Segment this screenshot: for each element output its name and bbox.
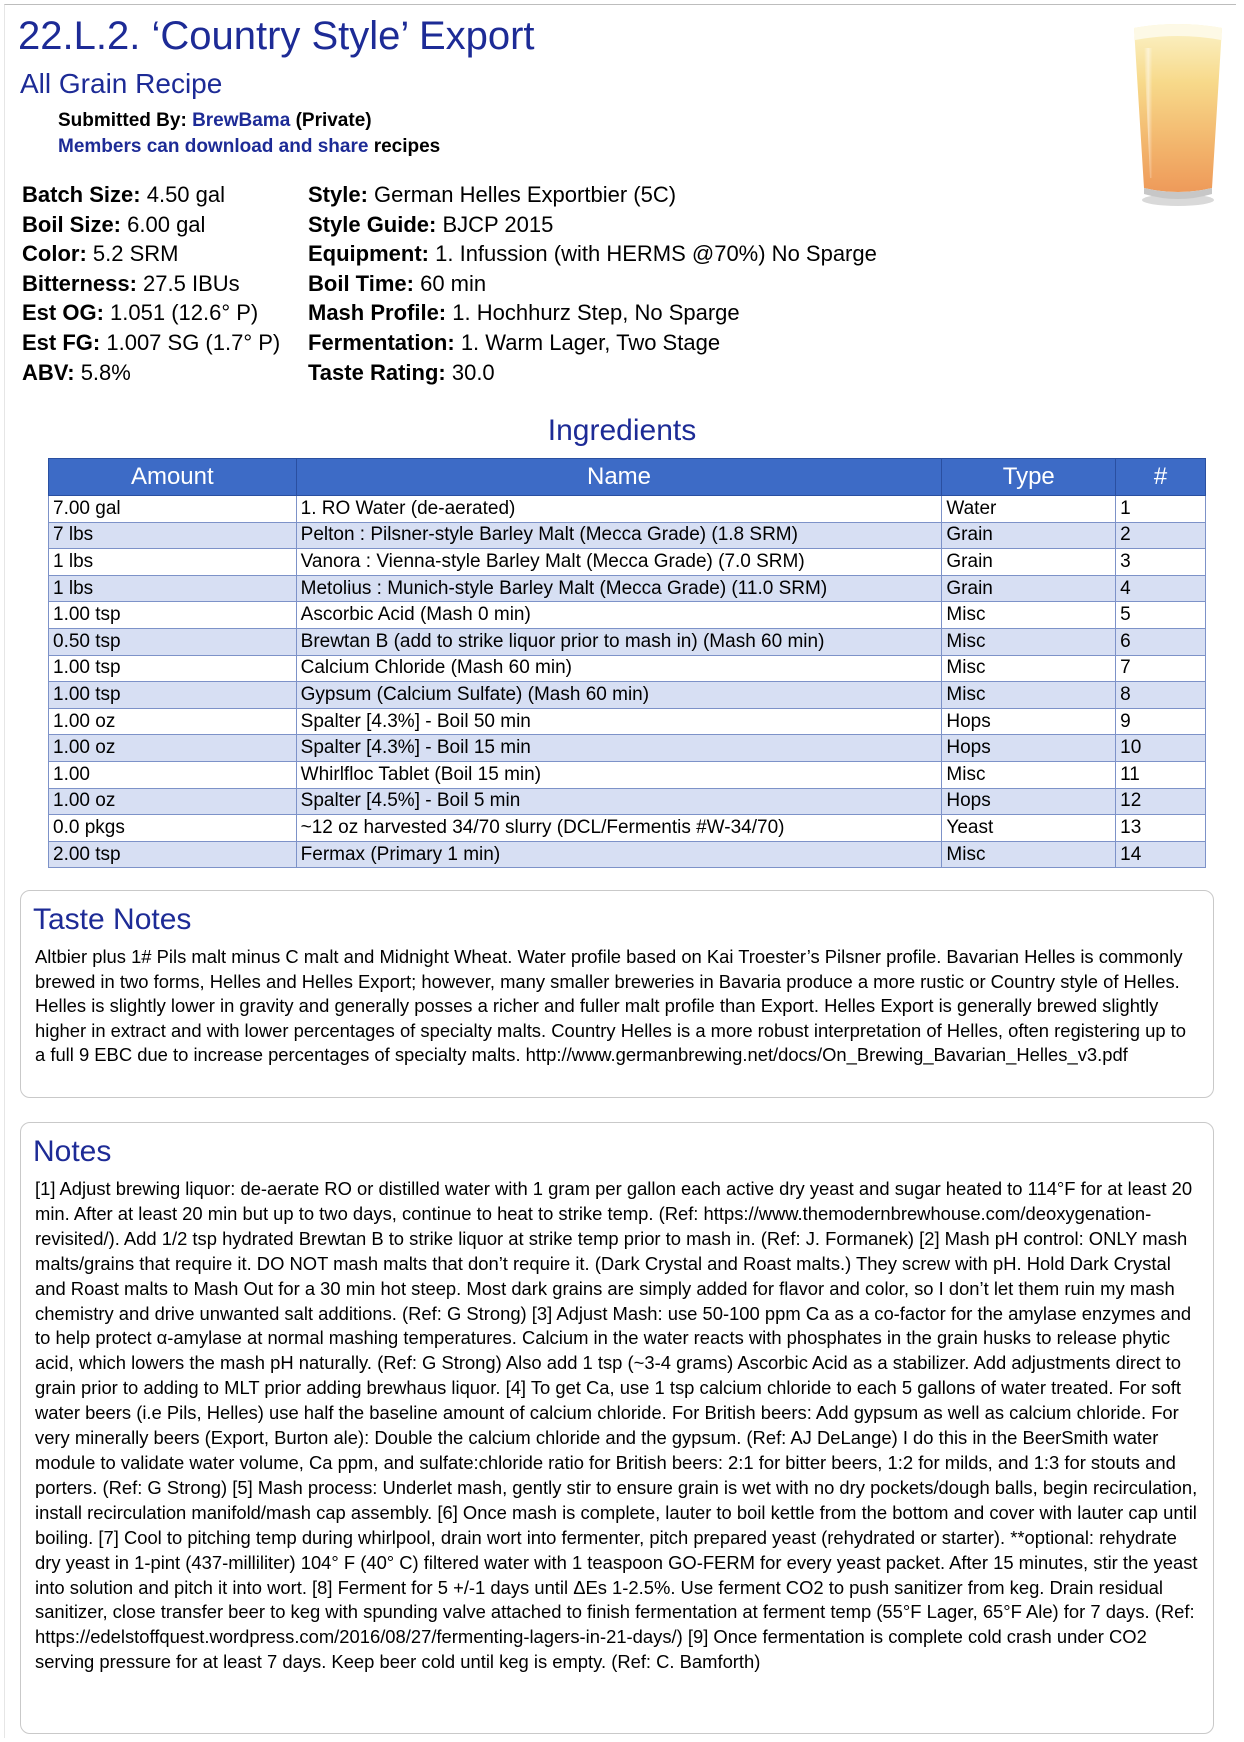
stat-mash-profile: Mash Profile: 1. Hochhurz Step, No Sparge bbox=[308, 300, 740, 326]
taste-notes-title: Taste Notes bbox=[33, 903, 192, 936]
taste-notes-text: Altbier plus 1# Pils malt minus C malt and Midnight Wheat. Water profile based on Kai Troester’s Pilsner profile. Bavarian Helles is commonly brewed in two forms, Helles and Helles Export; however, many smaller breweries in Bavaria produce a more rustic or Country style of Helles. Helles is slightly lower in gravity and generally posses a richer and fuller malt profile than Export. Helles Export is generally brewed slightly higher in extract and with lower percentages of specialty malts. Country Helles is a more robust interpretation of Helles, often registering up to a full 9 EBC due to increase percentages of specialty malts. http://www.germanbrewing.net/docs/On_Brewing_Bavarian_Helles_v3.pdf bbox=[35, 946, 1187, 1066]
stats-right bbox=[308, 180, 877, 387]
table-row bbox=[49, 575, 1206, 602]
ingredient-type: Grain bbox=[942, 575, 1116, 602]
table-row bbox=[49, 628, 1206, 655]
ingredient-number: 10 bbox=[1116, 735, 1206, 762]
ingredient-amount: 1.00 bbox=[49, 761, 297, 788]
column-header-amount: Amount bbox=[49, 459, 297, 496]
ingredient-name: Fermax (Primary 1 min) bbox=[296, 841, 942, 868]
ingredient-type: Misc bbox=[942, 602, 1116, 629]
table-header-row bbox=[49, 459, 1206, 496]
ingredient-amount: 1.00 tsp bbox=[49, 655, 297, 682]
ingredient-number: 6 bbox=[1116, 628, 1206, 655]
stats-left bbox=[22, 180, 280, 387]
ingredient-number: 12 bbox=[1116, 788, 1206, 815]
ingredient-name: ~12 oz harvested 34/70 slurry (DCL/Fermentis #W-34/70) bbox=[296, 815, 942, 842]
table-row bbox=[49, 682, 1206, 709]
beer-glass-icon bbox=[1128, 18, 1228, 218]
ingredient-name: 1. RO Water (de-aerated) bbox=[296, 496, 942, 523]
members-suffix: recipes bbox=[373, 136, 441, 157]
table-row bbox=[49, 841, 1206, 868]
ingredient-name: Pelton : Pilsner-style Barley Malt (Mecca Grade) (1.8 SRM) bbox=[296, 522, 942, 549]
stat-fermentation: Fermentation: 1. Warm Lager, Two Stage bbox=[308, 329, 721, 355]
members-link[interactable]: Members can download and share bbox=[58, 136, 369, 157]
ingredients-table bbox=[48, 458, 1206, 868]
ingredient-name: Spalter [4.5%] - Boil 5 min bbox=[296, 788, 942, 815]
ingredient-type: Misc bbox=[942, 841, 1116, 868]
stat-boil-time: Boil Time: 60 min bbox=[308, 270, 487, 296]
stat-abv: ABV: 5.8% bbox=[22, 359, 131, 385]
ingredient-amount: 1.00 oz bbox=[49, 788, 297, 815]
ingredient-amount: 0.0 pkgs bbox=[49, 815, 297, 842]
privacy-label: (Private) bbox=[295, 110, 372, 131]
table-row bbox=[49, 788, 1206, 815]
ingredient-amount: 7 lbs bbox=[49, 522, 297, 549]
ingredient-number: 1 bbox=[1116, 496, 1206, 523]
ingredient-number: 13 bbox=[1116, 815, 1206, 842]
taste-notes-panel bbox=[20, 890, 1214, 1098]
ingredients-title: Ingredients bbox=[547, 414, 697, 447]
ingredient-name: Gypsum (Calcium Sulfate) (Mash 60 min) bbox=[296, 682, 942, 709]
ingredient-type: Misc bbox=[942, 761, 1116, 788]
stat-color: Color: 5.2 SRM bbox=[22, 241, 179, 267]
ingredient-number: 5 bbox=[1116, 602, 1206, 629]
ingredient-amount: 1 lbs bbox=[49, 549, 297, 576]
notes-title: Notes bbox=[33, 1135, 112, 1168]
submitted-label: Submitted By: bbox=[58, 110, 187, 131]
ingredient-amount: 2.00 tsp bbox=[49, 841, 297, 868]
ingredient-name: Spalter [4.3%] - Boil 50 min bbox=[296, 708, 942, 735]
ingredient-name: Ascorbic Acid (Mash 0 min) bbox=[296, 602, 942, 629]
stat-equipment: Equipment: 1. Infussion (with HERMS @70%) No Sparge bbox=[308, 241, 877, 267]
ingredient-type: Hops bbox=[942, 708, 1116, 735]
stat-style-guide: Style Guide: BJCP 2015 bbox=[308, 211, 554, 237]
ingredient-number: 11 bbox=[1116, 761, 1206, 788]
table-row bbox=[49, 522, 1206, 549]
ingredient-type: Grain bbox=[942, 549, 1116, 576]
ingredient-type: Misc bbox=[942, 655, 1116, 682]
submitter-link[interactable]: BrewBama bbox=[192, 110, 291, 131]
table-row bbox=[49, 602, 1206, 629]
ingredient-amount: 1.00 oz bbox=[49, 735, 297, 762]
submitted-by bbox=[58, 110, 372, 132]
stat-taste-rating: Taste Rating: 30.0 bbox=[308, 359, 495, 385]
ingredient-name: Spalter [4.3%] - Boil 15 min bbox=[296, 735, 942, 762]
table-row bbox=[49, 708, 1206, 735]
ingredient-number: 3 bbox=[1116, 549, 1206, 576]
page-title: 22.L.2. ‘Country Style’ Export bbox=[18, 14, 535, 58]
table-row bbox=[49, 496, 1206, 523]
ingredient-name: Brewtan B (add to strike liquor prior to mash in) (Mash 60 min) bbox=[296, 628, 942, 655]
ingredient-type: Misc bbox=[942, 682, 1116, 709]
members-note bbox=[58, 136, 440, 158]
stat-boil-size: Boil Size: 6.00 gal bbox=[22, 211, 206, 237]
ingredient-amount: 1.00 oz bbox=[49, 708, 297, 735]
recipe-type: All Grain Recipe bbox=[20, 68, 223, 99]
ingredient-type: Misc bbox=[942, 628, 1116, 655]
table-row bbox=[49, 735, 1206, 762]
ingredient-number: 7 bbox=[1116, 655, 1206, 682]
ingredient-number: 2 bbox=[1116, 522, 1206, 549]
ingredient-type: Yeast bbox=[942, 815, 1116, 842]
column-header-name: Name bbox=[296, 459, 942, 496]
ingredient-type: Hops bbox=[942, 788, 1116, 815]
ingredient-amount: 7.00 gal bbox=[49, 496, 297, 523]
ingredient-number: 8 bbox=[1116, 682, 1206, 709]
stat-est-og: Est OG: 1.051 (12.6° P) bbox=[22, 300, 259, 326]
ingredient-name: Metolius : Munich-style Barley Malt (Mecca Grade) (11.0 SRM) bbox=[296, 575, 942, 602]
ingredient-amount: 1.00 tsp bbox=[49, 682, 297, 709]
stat-bitterness: Bitterness: 27.5 IBUs bbox=[22, 270, 240, 296]
notes-text: [1] Adjust brewing liquor: de-aerate RO or distilled water with 1 gram per gallon each active dry yeast and sugar heated to 114°F for at least 20 min. After at least 20 min but up to two days, continue to heat to strike temp. (Ref: https://www.themodernbrewhouse.com/deoxygenation-revisited/). Add 1/2 tsp hydrated Brewtan B to strike liquor at strike temp prior to mash in. (Ref: J. Formanek) [2] Mash pH control: ONLY mash malts/grains that require it. DO NOT mash malts that don’t require it. (Dark Crystal and Roast malts.) They screw with pH. Hold Dark Crystal and Roast malts to Mash Out for a 30 min hot steep. Most dark grains are simply added for flavor and color, so I don’t let them ruin my mash chemistry and drive unwanted salt additions. (Ref: G Strong) [3] Adjust Mash: use 50-100 ppm Ca as a co-factor for the amylase enzymes and to help protect α-amylase at normal mashing temperatures. Calcium in the water reacts with phosphates in the grain husks to release phytic acid, which lowers the mash pH naturally. (Ref: G Strong) Also add 1 tsp (~3-4 grams) Ascorbic Acid as a stabilizer. Add adjustments direct to grain prior to adding to MLT prior adding brewhaus liquor. [4] To get Ca, use 1 tsp calcium chloride to each 5 gallons of water treated. For soft water beers (i.e Pils, Helles) use half the baseline amount of calcium chloride. For British beers: Add gypsum as well as calcium chloride. For very minerally beers (Export, Burton ale): Double the calcium chloride and the gypsum. (Ref: AJ DeLange) I do this in the BeerSmith water module to validate water volume, Ca ppm, and sulfate:chloride ratio for British beers: 2:1 for bitter beers, 1:2 for milds, and 1:3 for stouts and porters. (Ref: G Strong) [5] Mash process: Underlet mash, gently stir to ensure grain is wet with no dry pockets/dough balls, begin recirculation, install recirculation manifold/mash cap assembly. [6] Once mash is complete, lauter to boil kettle from the bottom and cover with lauter cap until boiling. [7] Cool to pitching temp during whirlpool, drain wort into fermenter, pitch prepared yeast (rehydrated or starter). **optional: rehydrate dry yeast in 1-pint (437-milliliter) 104° F (40° C) filtered water with 1 teaspoon GO-FERM for every yeast packet. After 15 minutes, stir the yeast into solution and pitch it into wort. [8] Ferment for 5 +/-1 days until ΔEs 1-2.5%. Use ferment CO2 to push sanitizer from keg. Drain residual sanitizer, close transfer beer to keg with spunding valve attached to finish fermentation at ferment temp (55°F Lager, 65°F Ale) for 7 days. (Ref: https://edelstoffquest.wordpress.com/2016/08/27/fermenting-lagers-in-21-days/) [9] Once fermentation is complete cold crash under CO2 serving pressure for at least 7 days. Keep beer cold until keg is empty. (Ref: C. Bamforth) bbox=[35, 1178, 1198, 1673]
stat-style: Style: German Helles Exportbier (5C) bbox=[308, 182, 677, 207]
ingredient-amount: 1.00 tsp bbox=[49, 602, 297, 629]
ingredient-type: Grain bbox=[942, 522, 1116, 549]
ingredient-name: Vanora : Vienna-style Barley Malt (Mecca Grade) (7.0 SRM) bbox=[296, 549, 942, 576]
ingredient-number: 9 bbox=[1116, 708, 1206, 735]
ingredient-amount: 1 lbs bbox=[49, 575, 297, 602]
ingredient-number: 14 bbox=[1116, 841, 1206, 868]
ingredient-number: 4 bbox=[1116, 575, 1206, 602]
notes-panel bbox=[20, 1122, 1214, 1734]
stat-batch-size: Batch Size: 4.50 gal bbox=[22, 182, 226, 207]
stat-est-fg: Est FG: 1.007 SG (1.7° P) bbox=[22, 329, 281, 355]
ingredient-type: Water bbox=[942, 496, 1116, 523]
column-header-number: # bbox=[1116, 459, 1206, 496]
ingredient-name: Calcium Chloride (Mash 60 min) bbox=[296, 655, 942, 682]
table-row bbox=[49, 761, 1206, 788]
ingredient-name: Whirlfloc Tablet (Boil 15 min) bbox=[296, 761, 942, 788]
table-row bbox=[49, 549, 1206, 576]
table-row bbox=[49, 655, 1206, 682]
ingredient-type: Hops bbox=[942, 735, 1116, 762]
table-row bbox=[49, 815, 1206, 842]
column-header-type: Type bbox=[942, 459, 1116, 496]
ingredient-amount: 0.50 tsp bbox=[49, 628, 297, 655]
